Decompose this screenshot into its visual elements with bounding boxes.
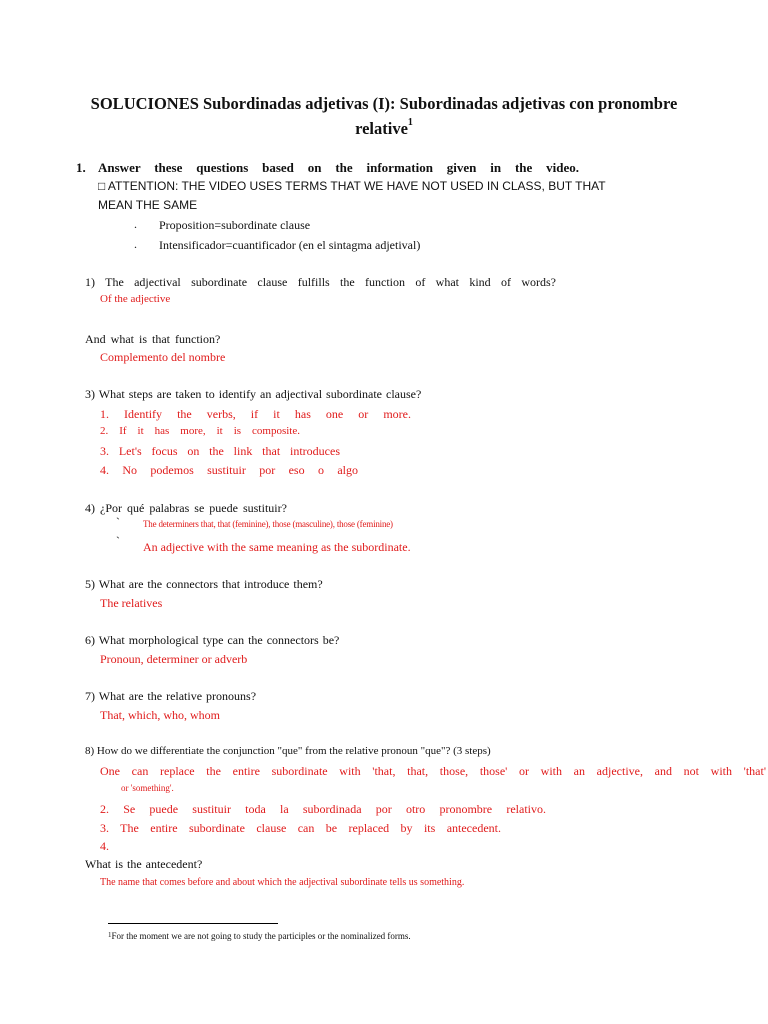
question-8: 8) How do we differentiate the conjunction "que" from the relative pronoun "que"? (3 steps)	[85, 745, 491, 757]
answer-8-step-1: One can replace the entire subordinate with 'that, that, those, those' or with an adjective, and not with 'that'	[100, 764, 766, 778]
footnote	[108, 931, 411, 941]
answer-8-step: 3. The entire subordinate clause can be replaced by its antecedent.	[100, 821, 501, 835]
answer-3-step: 1. Identify the verbs, if it has one or more.	[100, 407, 411, 421]
footnote-text: For the moment we are not going to study the participles or the nominalized forms.	[111, 931, 411, 941]
question-9: What is the antecedent?	[85, 857, 203, 871]
page-title	[0, 94, 768, 114]
footnote-marker: 1	[108, 931, 112, 939]
title-line-2: relative	[355, 119, 408, 138]
answer-6: Pronoun, determiner or adverb	[100, 652, 248, 666]
answer-8-step-1-cont: or 'something'.	[121, 783, 174, 793]
answer-4-option: The determiners that, that (feminine), those (masculine), those (feminine)	[143, 519, 393, 529]
answer-8-step: 2. Se puede sustituir toda la subordinada por otro pronombre relativo.	[100, 802, 546, 816]
bullet-marker: ˋ	[116, 515, 120, 529]
footnote-divider	[108, 923, 278, 924]
answer-7: That, which, who, whom	[100, 708, 220, 722]
bullet-item: Proposition=subordinate clause	[159, 218, 311, 232]
question-4: 4) ¿Por qué palabras se puede sustituir?	[85, 501, 287, 515]
bullet-marker: .	[134, 237, 137, 251]
section-number: 1.	[76, 160, 86, 175]
attention-line-1: □ ATTENTION: THE VIDEO USES TERMS THAT WE HAVE NOT USED IN CLASS, BUT THAT	[98, 179, 606, 193]
answer-3-step: 2. If it has more, it is composite.	[100, 425, 300, 437]
question-2: And what is that function?	[85, 332, 221, 346]
answer-4-option: An adjective with the same meaning as the subordinate.	[143, 540, 411, 554]
answer-3-step: 4. No podemos sustituir por eso o algo	[100, 463, 358, 477]
title-footnote-marker: 1	[407, 117, 413, 128]
attention-line-2: MEAN THE SAME	[98, 198, 198, 212]
answer-3-step: 3. Let's focus on the link that introduces	[100, 444, 340, 458]
answer-1: Of the adjective	[100, 293, 171, 305]
answer-2: Complemento del nombre	[100, 350, 226, 364]
title-line-1: SOLUCIONES Subordinadas adjetivas (I): Subordinadas adjetivas con pronombre	[90, 94, 678, 113]
question-5: 5) What are the connectors that introduce them?	[85, 577, 323, 591]
answer-8-step: 4.	[100, 839, 109, 853]
question-6: 6) What morphological type can the connectors be?	[85, 633, 340, 647]
answer-9: The name that comes before and about which the adjectival subordinate tells us something.	[100, 877, 465, 888]
page-title-line-2	[0, 119, 768, 139]
question-3: 3) What steps are taken to identify an adjectival subordinate clause?	[85, 387, 422, 401]
answer-5: The relatives	[100, 596, 163, 610]
question-7: 7) What are the relative pronouns?	[85, 689, 257, 703]
bullet-marker: ˋ	[116, 534, 120, 548]
question-1: 1) The adjectival subordinate clause fulfills the function of what kind of words?	[85, 275, 556, 289]
bullet-item: Intensificador=cuantificador (en el sintagma adjetival)	[159, 238, 421, 252]
section-heading: Answer these questions based on the information given in the video.	[98, 160, 579, 175]
bullet-marker: .	[134, 217, 137, 231]
